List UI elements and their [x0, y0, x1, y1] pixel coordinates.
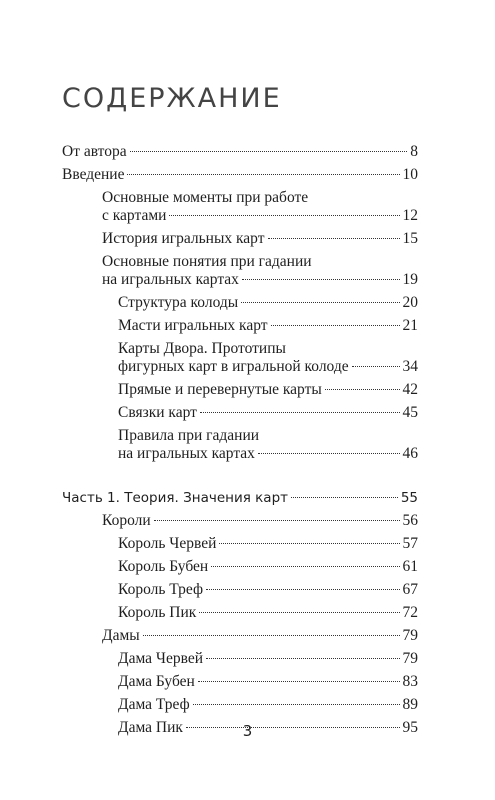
toc-entry-title: Прямые и перевернутые карты: [118, 381, 322, 398]
toc-entry-title: на игральных картах: [118, 445, 255, 462]
toc-entry-page: 55: [400, 490, 418, 506]
toc-entry: [62, 627, 418, 645]
dot-leader: [169, 215, 399, 216]
toc-entry-title-line: Основные моменты при работе: [102, 189, 309, 206]
dot-leader: [200, 412, 400, 413]
toc-entry-title: Связки карт: [118, 404, 197, 421]
dot-leader: [193, 704, 400, 705]
table-of-contents: [62, 143, 418, 742]
toc-entry-page: 8: [410, 143, 418, 160]
toc-entry-title: Король Червей: [118, 535, 217, 552]
toc-entry-title: Структура колоды: [118, 294, 239, 311]
toc-entry-page: 12: [402, 207, 418, 224]
toc-entry-title: Дама Пик: [118, 719, 183, 736]
toc-entry-title: Короли: [102, 512, 151, 529]
toc-entry-page: 21: [402, 317, 418, 334]
toc-entry: [62, 696, 418, 714]
toc-entry-title: Дама Бубен: [118, 673, 195, 690]
toc-entry-title: Король Треф: [118, 581, 204, 598]
dot-leader: [143, 635, 400, 636]
toc-entry: [62, 673, 418, 691]
toc-entry: [62, 189, 418, 225]
toc-part-entry: [62, 489, 418, 507]
dot-leader: [219, 543, 399, 544]
toc-entry: [62, 381, 418, 399]
toc-entry-page: 42: [402, 381, 418, 398]
toc-entry: [62, 512, 418, 530]
toc-entry: [62, 294, 418, 312]
toc-entry-page: 10: [402, 166, 418, 183]
toc-entry-page: 83: [402, 673, 418, 690]
dot-leader: [130, 151, 408, 152]
dot-leader: [154, 520, 400, 521]
toc-entry-title: Король Бубен: [118, 558, 209, 575]
toc-entry-title-line: Карты Двора. Прототипы: [118, 340, 286, 357]
toc-entry: [62, 340, 418, 376]
toc-entry-title-line: Основные понятия при гадании: [102, 253, 312, 270]
toc-entry-title: Дама Треф: [118, 696, 190, 713]
toc-entry-page: 57: [402, 535, 418, 552]
toc-entry-title: на игральных картах: [102, 271, 239, 288]
toc-entry-page: 46: [402, 445, 418, 462]
toc-entry-page: 45: [402, 404, 418, 421]
toc-entry: [62, 404, 418, 422]
dot-leader: [291, 497, 398, 498]
toc-entry-title: фигурных карт в игральной колоде: [118, 358, 349, 375]
toc-entry-page: 72: [402, 604, 418, 621]
toc-entry: [62, 650, 418, 668]
toc-entry-page: 19: [402, 271, 418, 288]
toc-entry: [62, 558, 418, 576]
toc-entry-title: Часть 1. Теория. Значения карт: [62, 490, 288, 506]
toc-entry: [62, 253, 418, 289]
dot-leader: [199, 612, 399, 613]
toc-entry: [62, 604, 418, 622]
toc-entry: [62, 317, 418, 335]
page-title: СОДЕРЖАНИЕ: [62, 83, 282, 114]
toc-entry-title: Король Пик: [118, 604, 197, 621]
toc-entry-title: Дама Червей: [118, 650, 204, 667]
toc-entry-page: 61: [402, 558, 418, 575]
toc-entry-page: 34: [402, 358, 418, 375]
dot-leader: [127, 174, 399, 175]
toc-entry: [62, 166, 418, 184]
dot-leader: [241, 302, 399, 303]
toc-entry-title: Масти игральных карт: [118, 317, 268, 334]
dot-leader: [258, 453, 400, 454]
toc-entry-page: 95: [402, 719, 418, 736]
page-number: 3: [242, 722, 253, 740]
toc-entry-page: 89: [402, 696, 418, 713]
toc-entry: [62, 230, 418, 248]
dot-leader: [352, 366, 400, 367]
toc-entry-page: 79: [402, 627, 418, 644]
toc-entry-title: История игральных карт: [102, 230, 265, 247]
dot-leader: [211, 566, 399, 567]
toc-entry-title-line: Правила при гадании: [118, 427, 260, 444]
toc-entry-title: Дамы: [102, 627, 140, 644]
dot-leader: [206, 658, 399, 659]
toc-entry-title: Введение: [62, 166, 125, 183]
dot-leader: [325, 389, 400, 390]
toc-entry-page: 56: [402, 512, 418, 529]
dot-leader: [206, 589, 399, 590]
toc-entry-page: 20: [402, 294, 418, 311]
toc-entry-title: с картами: [102, 207, 167, 224]
toc-entry: [62, 535, 418, 553]
dot-leader: [198, 681, 400, 682]
dot-leader: [271, 325, 400, 326]
toc-entry: [62, 427, 418, 463]
toc-entry-page: 79: [402, 650, 418, 667]
dot-leader: [268, 238, 400, 239]
toc-entry-page: 15: [402, 230, 418, 247]
dot-leader: [242, 279, 400, 280]
toc-entry-page: 67: [402, 581, 418, 598]
toc-entry-title: От автора: [62, 143, 127, 160]
toc-entry: [62, 581, 418, 599]
toc-entry: [62, 143, 418, 161]
